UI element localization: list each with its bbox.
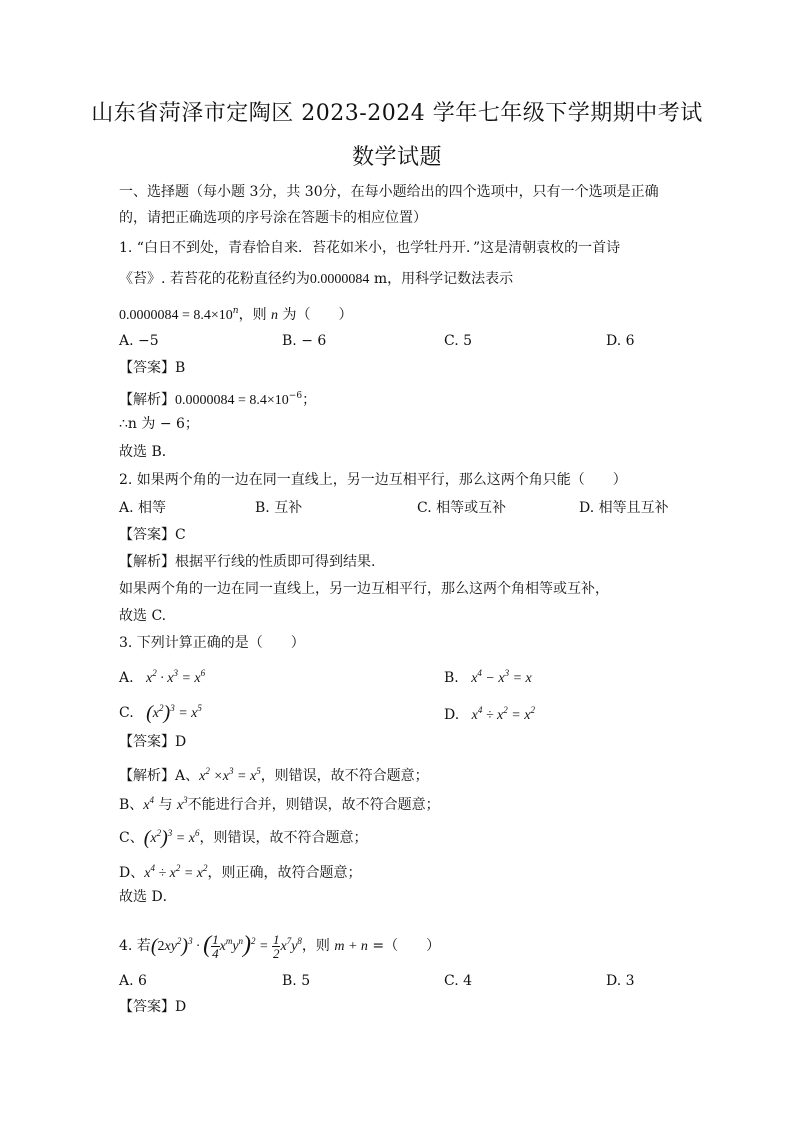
- q1-text-b: m，用科学记数法表示: [369, 271, 514, 287]
- q4-option-c: C. 4: [444, 973, 473, 989]
- q1-text-d: 为（ ）: [278, 307, 353, 323]
- q3-option-b-label: B.: [444, 670, 459, 686]
- q1-text-a: 《苔》. 若苔花的花粉直径约为: [119, 271, 310, 287]
- q3-stem: 3. 下列计算正确的是（ ）: [119, 635, 305, 651]
- q4-fraction-quarter: $\frac{1}{4}$: [212, 932, 219, 962]
- q3-analysis-a-formula: $x^2 \times x^3 = x^5$: [199, 766, 261, 784]
- q2-option-c: C. 相等或互补: [417, 500, 507, 516]
- q2-option-b: B. 互补: [255, 500, 303, 516]
- q4-formula: $(2xy^2)^3$ · ( $\frac{1}{4}$ $x^my^n)^2$ = $\frac{1}{2}$ $x^7y^8$: [150, 932, 302, 962]
- q1-exponent: n: [232, 306, 239, 316]
- exam-subtitle: 数学试题: [351, 145, 442, 170]
- q3-conclusion: 故选 D．: [119, 889, 177, 905]
- q1-option-b: B. − 6: [282, 333, 327, 349]
- q1-value: 0.0000084: [309, 272, 370, 287]
- q1-step2: ∴n 为 − 6；: [119, 416, 199, 432]
- q1-stem-line1: 1. “白日不到处，青春恰自来．苔花如米小，也学牡丹开．”这是清朝袁枚的一首诗: [119, 240, 621, 256]
- q3-analysis-b-label: B、: [119, 797, 144, 813]
- q3-option-a: [119, 664, 205, 688]
- q1-stem-line3: [119, 302, 353, 325]
- q1-text-c: ，则: [238, 307, 272, 323]
- q1-stem-line2: [119, 270, 513, 289]
- q3-analysis-c-tail: ，则错误，故不符合题意；: [199, 830, 368, 846]
- q4-var: m + n: [334, 939, 368, 954]
- q2-conclusion: 故选 C.: [119, 608, 167, 624]
- q3-analysis-a: [119, 762, 429, 786]
- q3-analysis-b-term1: $x^4$: [143, 795, 155, 813]
- q3-option-a-label: A.: [119, 670, 134, 686]
- q3-option-d: [444, 701, 535, 725]
- q4-stem-prefix: 4. 若: [119, 938, 151, 954]
- q3-analysis-d-tail: ，则正确，故符合题意；: [207, 865, 362, 881]
- section-intro-line2: 的，请把正确选项的序号涂在答题卡的相应位置）: [119, 210, 427, 226]
- q4-answer: 【答案】D: [119, 999, 187, 1015]
- q2-explanation: 如果两个角的一边在同一直线上，另一边互相平行，那么这两个角相等或互补，: [119, 581, 609, 597]
- q1-answer: 【答案】B: [119, 360, 186, 376]
- q3-analysis-d-formula: $x^4 \div x^2 = x^2$: [144, 863, 208, 881]
- q3-analysis-b-term2: $x^3$: [176, 795, 188, 813]
- q3-analysis-d: [119, 859, 362, 883]
- q4-stem-suffix: ，则: [301, 938, 335, 954]
- q3-option-d-label: D.: [444, 707, 460, 723]
- q3-analysis-c-label: C、: [119, 830, 144, 846]
- section-intro-line1: 一、选择题（每小题 3分，共 30分，在每小题给出的四个选项中，只有一个选项是正确: [119, 184, 659, 200]
- q3-analysis-b: [119, 791, 440, 815]
- q3-analysis-d-label: D、: [119, 865, 145, 881]
- q3-option-c: [119, 699, 202, 723]
- q3-option-c-label: C.: [119, 705, 134, 721]
- q3-option-b-formula: $x^4 - x^3 = x$: [471, 668, 532, 686]
- q3-answer: 【答案】D: [119, 734, 187, 750]
- q1-analysis-eq: 0.0000084 = 8.4×10: [175, 393, 289, 408]
- q4-option-a: A. 6: [119, 973, 147, 989]
- q4-option-d: D. 3: [606, 973, 635, 989]
- q3-analysis-b-tail: 不能进行合并，则错误，故不符合题意；: [187, 797, 440, 813]
- q4-stem: [119, 927, 440, 961]
- q1-var-n: n: [271, 308, 279, 323]
- q2-option-a: A. 相等: [119, 500, 167, 516]
- q1-option-d: D. 6: [606, 333, 635, 349]
- q3-option-c-formula: $(x^2)^3 = x^5$: [146, 702, 202, 724]
- q1-equation: 0.0000084 = 8.4×10: [119, 308, 233, 323]
- q2-analysis: 【解析】根据平行线的性质即可得到结果.: [119, 554, 376, 570]
- q3-analysis-c: [119, 824, 367, 848]
- q3-analysis-b-mid: 与: [154, 797, 177, 813]
- q2-option-d: D. 相等且互补: [579, 500, 669, 516]
- q4-fraction-half: $\frac{1}{2}$: [272, 932, 280, 962]
- q2-answer: 【答案】C: [119, 527, 186, 543]
- q3-analysis-c-formula: $(x^2)^3 = x^6$: [143, 827, 200, 849]
- q1-analysis-end: ；: [302, 392, 317, 408]
- q2-stem: 2. 如果两个角的一边在同一直线上，另一边互相平行，那么这两个角只能（ ）: [119, 472, 627, 488]
- q4-option-b: B. 5: [282, 973, 311, 989]
- q3-analysis-a-tail: ，则错误，故不符合题意；: [260, 768, 429, 784]
- q3-option-d-formula: $x^4 \div x^2 = x^2$: [471, 705, 535, 723]
- q3-analysis-a-label: 【解析】A、: [119, 768, 200, 784]
- q4-stem-end: =（ ）: [367, 938, 441, 954]
- q3-option-b: [444, 664, 532, 688]
- q1-option-c: C. 5: [444, 333, 473, 349]
- q1-analysis-label: 【解析】: [119, 392, 175, 408]
- q1-option-a: A. −5: [119, 333, 159, 349]
- q3-option-a-formula: $x^2 \cdot x^3 = x^6$: [146, 668, 206, 686]
- q1-analysis: [119, 387, 316, 410]
- q1-analysis-exp: −6: [288, 391, 303, 401]
- exam-title: 山东省菏泽市定陶区 2023-2024 学年七年级下学期期中考试: [91, 101, 703, 126]
- q1-conclusion: 故选 B．: [119, 444, 176, 460]
